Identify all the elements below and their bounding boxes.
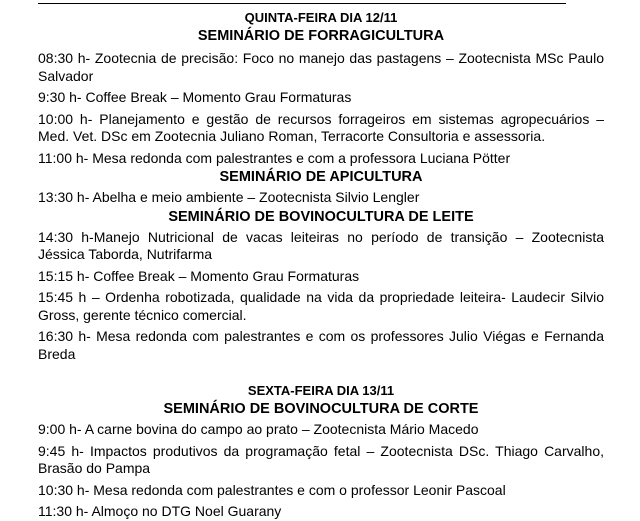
schedule-entry: 11:00 h- Mesa redonda com palestrantes e com a professora Luciana Pötter	[38, 149, 511, 166]
schedule-entry: 10:00 h- Planejamento e gestão de recursos forrageiros em sistemas agropecuários – Med. Vet. DSc em Zootecnia Juliano Roman, Terracorte Consultoria e assessoria.	[38, 110, 604, 144]
schedule-entry: 10:30 h- Mesa redonda com palestrantes e com o professor Leonir Pascoal	[38, 481, 506, 498]
top-divider	[38, 3, 566, 4]
seminar-title: SEMINÁRIO DE BOVINOCULTURA DE LEITE	[168, 208, 474, 225]
schedule-entry: 15:45 h – Ordenha robotizada, qualidade na vida da propriedade leiteira- Laudecir Silvio Gross, gerente técnico comercial.	[38, 289, 604, 323]
schedule-entry: 08:30 h- Zootecnia de precisão: Foco no manejo das pastagens – Zootecnista MSc Paulo Salvador	[38, 50, 604, 84]
seminar-forragicultura	[38, 26, 604, 167]
schedule-entry: 9:30 h- Coffee Break – Momento Grau Formaturas	[38, 89, 352, 105]
day-section-friday	[38, 382, 604, 521]
seminar-title: SEMINÁRIO DE BOVINOCULTURA DE CORTE	[163, 401, 479, 417]
schedule-entry: 16:30 h- Mesa redonda com palestrantes e com os professores Julio Viégas e Fernanda Breda	[38, 328, 604, 362]
day-heading: QUINTA-FEIRA DIA 12/11	[244, 10, 398, 25]
day-section-thursday	[38, 9, 604, 363]
seminar-bovinocultura-corte	[38, 399, 604, 521]
seminar-title: SEMINÁRIO DE FORRAGICULTURA	[197, 28, 445, 44]
day-heading: SEXTA-FEIRA DIA 13/11	[247, 383, 395, 398]
schedule-entry: 15:15 h- Coffee Break – Momento Grau Formaturas	[38, 267, 360, 284]
day-spacer	[38, 363, 604, 382]
schedule-entry: 9:45 h- Impactos produtivos da programação fetal – Zootecnista DSc. Thiago Carvalho, Brasão do Pampa	[38, 442, 604, 476]
schedule-entry: 13:30 h- Abelha e meio ambiente – Zootecnista Silvio Lengler	[38, 189, 420, 205]
schedule-content	[38, 9, 604, 521]
seminar-bovinocultura-leite	[38, 207, 604, 364]
schedule-entry: 9:00 h- A carne bovina do campo ao prato – Zootecnista Mário Macedo	[38, 421, 479, 437]
seminar-title: SEMINÁRIO DE APICULTURA	[219, 169, 423, 185]
schedule-entry: 14:30 h-Manejo Nutricional de vacas leiteiras no período de transição – Zootecnista Jéssica Taborda, Nutrifarma	[38, 228, 604, 262]
seminar-apicultura	[38, 167, 604, 207]
schedule-entry: 11:30 h- Almoço no DTG Noel Guarany	[38, 503, 282, 519]
